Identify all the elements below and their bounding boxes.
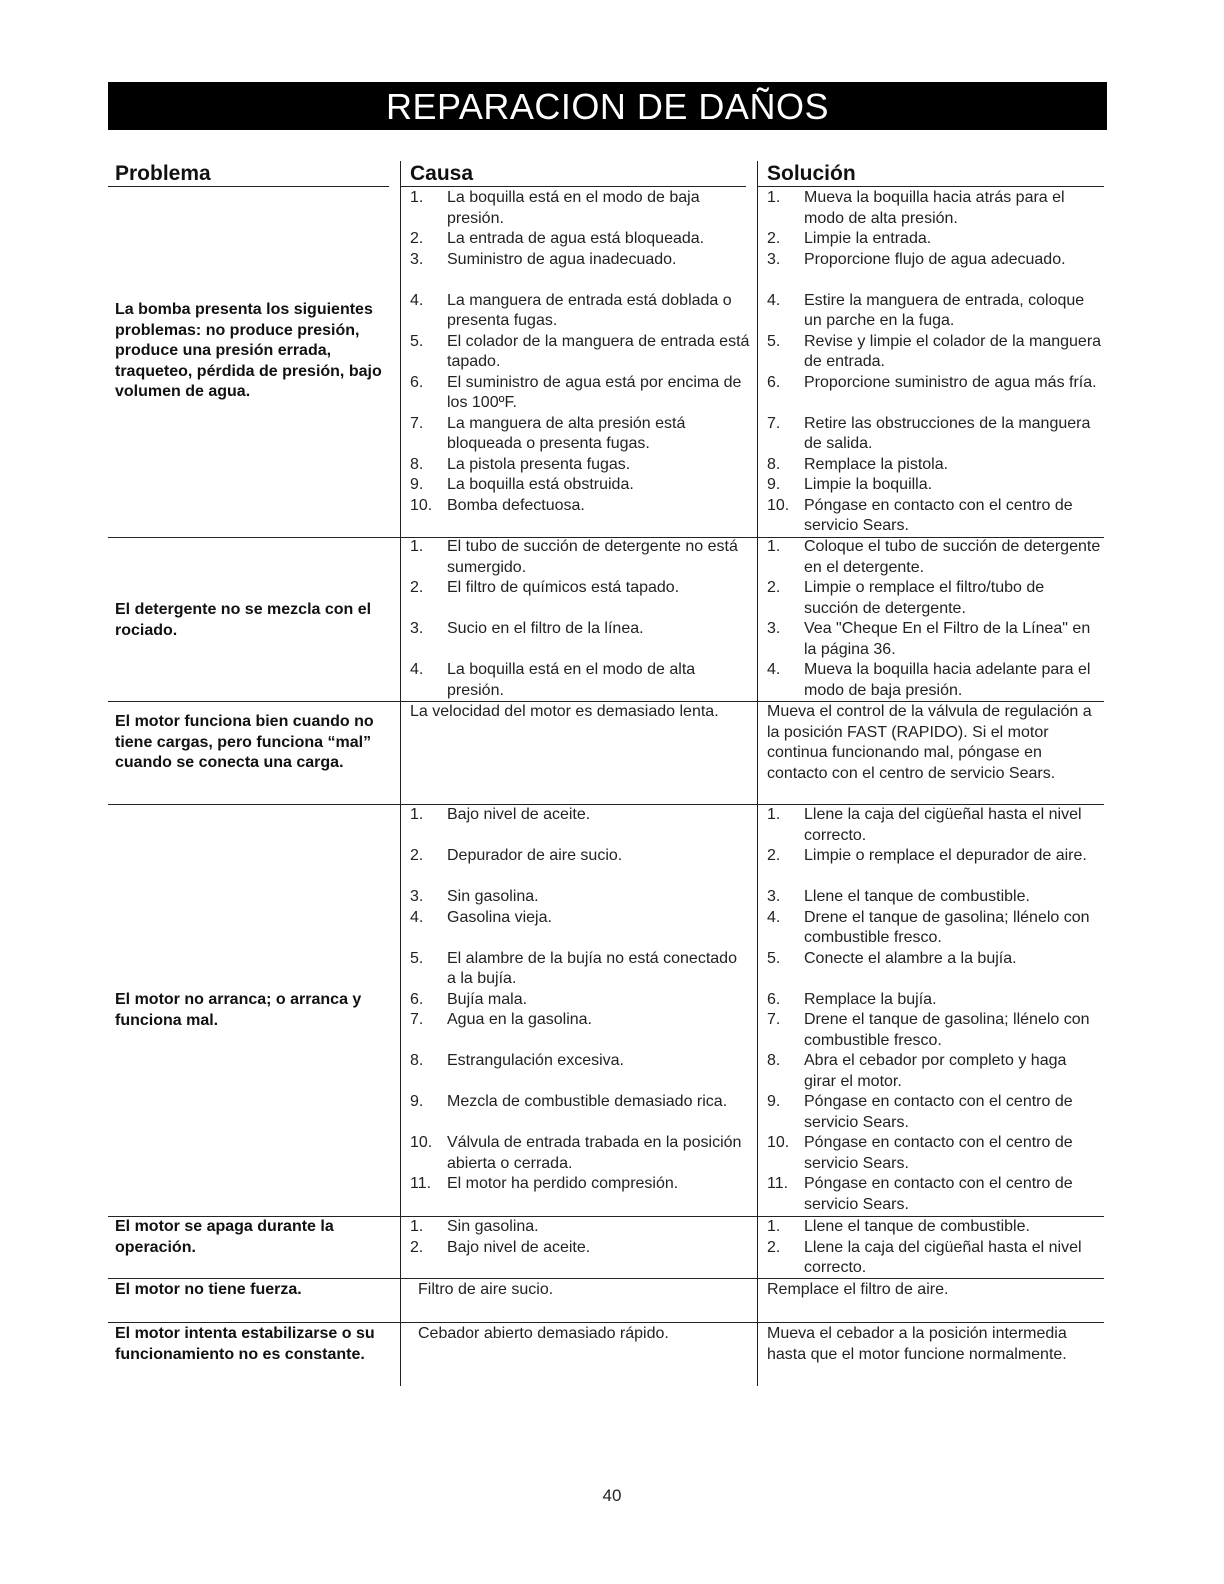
list-item: 8. Estrangulación excesiva.: [410, 1052, 624, 1069]
list-item: 2. Llene la caja del cigüeñal hasta el nivel correcto.: [767, 1238, 1082, 1276]
list-item: 8. La pistola presenta fugas.: [410, 455, 631, 473]
header-problema: Problema: [115, 162, 211, 185]
list-item: 10. Bomba defectuosa.: [410, 496, 585, 514]
list-item: 2. El filtro de químicos está tapado.: [410, 579, 680, 596]
list-item: 1. Bajo nivel de aceite.: [410, 806, 591, 823]
list-item: 9. Limpie la boquilla.: [767, 476, 933, 493]
list-item: 9. Póngase en contacto con el centro de servicio Sears.: [767, 1093, 1073, 1131]
page-number: 40: [602, 1486, 622, 1505]
column-divider-solucion: [757, 161, 758, 1386]
problem-motor-stops: El motor se apaga durante la operación.: [115, 1218, 334, 1256]
cause-text: La velocidad del motor es demasiado lenta.: [410, 703, 719, 720]
solution-text: Mueva el control de la válvula de regulación a la posición FAST (RAPIDO). Si el motor continua funcionando mal, póngase en contacto con el centro de servicio Sears.: [767, 703, 1092, 782]
list-item: 4. La boquilla está en el modo de alta presión.: [410, 661, 696, 699]
list-item: 3. Suministro de agua inadecuado.: [410, 250, 677, 268]
problem-motor-start: El motor no arranca; o arranca y funciona mal.: [115, 991, 362, 1029]
header-rule-problema: [108, 186, 389, 187]
problem-no-power: El motor no tiene fuerza.: [115, 1281, 302, 1298]
list-item: 4. La manguera de entrada está doblada o presenta fugas.: [410, 291, 732, 329]
row-separator: [108, 1278, 1104, 1279]
problem-detergent: El detergente no se mezcla con el rociado.: [115, 601, 372, 639]
list-item: 3. Sucio en el filtro de la línea.: [410, 620, 644, 637]
page-title: REPARACION DE DAÑOS: [108, 82, 1107, 130]
list-item: 2. Limpie o remplace el depurador de aire.: [767, 847, 1087, 864]
list-item: 2. Bajo nivel de aceite.: [410, 1238, 591, 1256]
list-item: 6. Proporcione suministro de agua más fría.: [767, 373, 1097, 391]
list-item: 10. Póngase en contacto con el centro de servicio Sears.: [767, 496, 1073, 534]
list-item: 1. Llene la caja del cigüeñal hasta el nivel correcto.: [767, 806, 1082, 844]
list-item: 3. Proporcione flujo de agua adecuado.: [767, 250, 1066, 268]
list-item: 2. Depurador de aire sucio.: [410, 847, 623, 864]
list-item: 1. Llene el tanque de combustible.: [767, 1218, 1030, 1235]
list-item: 10. Póngase en contacto con el centro de servicio Sears.: [767, 1134, 1073, 1172]
list-item: 11. El motor ha perdido compresión.: [410, 1175, 679, 1192]
list-item: 7. Drene el tanque de gasolina; llénelo con combustible fresco.: [767, 1011, 1090, 1049]
row-separator: [108, 1322, 1104, 1323]
cause-unstable: Cebador abierto demasiado rápido.: [418, 1325, 669, 1342]
list-item: 1. Mueva la boquilla hacia atrás para el modo de alta presión.: [767, 189, 1065, 227]
header-rule-causa: [401, 186, 746, 187]
list-item: 9. Mezcla de combustible demasiado rica.: [410, 1093, 728, 1110]
column-divider-causa: [400, 161, 401, 1386]
list-item: 4. Estire la manguera de entrada, coloque un parche en la fuga.: [767, 291, 1085, 329]
solution-unstable: Mueva el cebador a la posición intermedia hasta que el motor funcione normalmente.: [767, 1325, 1067, 1363]
list-item: 3. Vea "Cheque En el Filtro de la Línea" en la página 36.: [767, 620, 1091, 658]
list-item: 7. Agua en la gasolina.: [410, 1011, 592, 1028]
list-item: 8. Remplace la pistola.: [767, 455, 949, 473]
list-item: 11. Póngase en contacto con el centro de servicio Sears.: [767, 1175, 1073, 1213]
list-item: 9. La boquilla está obstruida.: [410, 476, 634, 493]
list-item: 10. Válvula de entrada trabada en la posición abierta o cerrada.: [410, 1134, 742, 1172]
list-item: 7. La manguera de alta presión está bloqueada o presenta fugas.: [410, 414, 686, 452]
header-rule-solucion: [757, 186, 1104, 187]
list-item: 1. La boquilla está en el modo de baja presión.: [410, 189, 700, 227]
solution-no-power: Remplace el filtro de aire.: [767, 1281, 949, 1298]
header-solucion: Solución: [767, 162, 856, 185]
list-item: 5. Revise y limpie el colador de la manguera de entrada.: [767, 332, 1102, 370]
problem-motor-load: El motor funciona bien cuando no tiene cargas, pero funciona “mal” cuando se conecta una carga.: [115, 713, 374, 771]
list-item: 2. Limpie la entrada.: [767, 230, 932, 247]
list-item: 1. Coloque el tubo de succión de detergente en el detergente.: [767, 538, 1101, 576]
list-item: 5. El alambre de la bujía no está conectado a la bujía.: [410, 949, 737, 987]
list-item: 2. La entrada de agua está bloqueada.: [410, 230, 705, 247]
list-item: 4. Drene el tanque de gasolina; llénelo con combustible fresco.: [767, 908, 1090, 946]
list-item: 2. Limpie o remplace el filtro/tubo de succión de detergente.: [767, 579, 1045, 617]
list-item: 6. Bujía mala.: [410, 990, 528, 1008]
list-item: 3. Sin gasolina.: [410, 888, 539, 905]
list-item: 1. Sin gasolina.: [410, 1218, 539, 1235]
list-item: 7. Retire las obstrucciones de la manguera de salida.: [767, 414, 1091, 452]
list-item: 4. Gasolina vieja.: [410, 908, 552, 926]
list-item: 6. Remplace la bujía.: [767, 990, 937, 1008]
problem-unstable: El motor intenta estabilizarse o su funcionamiento no es constante.: [115, 1325, 375, 1363]
list-item: 4. Mueva la boquilla hacia adelante para el modo de baja presión.: [767, 661, 1091, 699]
list-item: 5. Conecte el alambre a la bujía.: [767, 949, 1017, 967]
list-item: 6. El suministro de agua está por encima de los 100ºF.: [410, 373, 742, 411]
list-item: 1. El tubo de succión de detergente no está sumergido.: [410, 538, 738, 576]
list-item: 3. Llene el tanque de combustible.: [767, 888, 1030, 905]
problem-pump: La bomba presenta los siguientes problemas: no produce presión, produce una presión errada, traqueteo, pérdida de presión, bajo volumen de agua.: [115, 301, 382, 400]
list-item: 5. El colador de la manguera de entrada está tapado.: [410, 332, 750, 370]
cause-no-power: Filtro de aire sucio.: [418, 1281, 554, 1298]
list-item: 8. Abra el cebador por completo y haga girar el motor.: [767, 1052, 1067, 1090]
header-causa: Causa: [410, 162, 474, 185]
